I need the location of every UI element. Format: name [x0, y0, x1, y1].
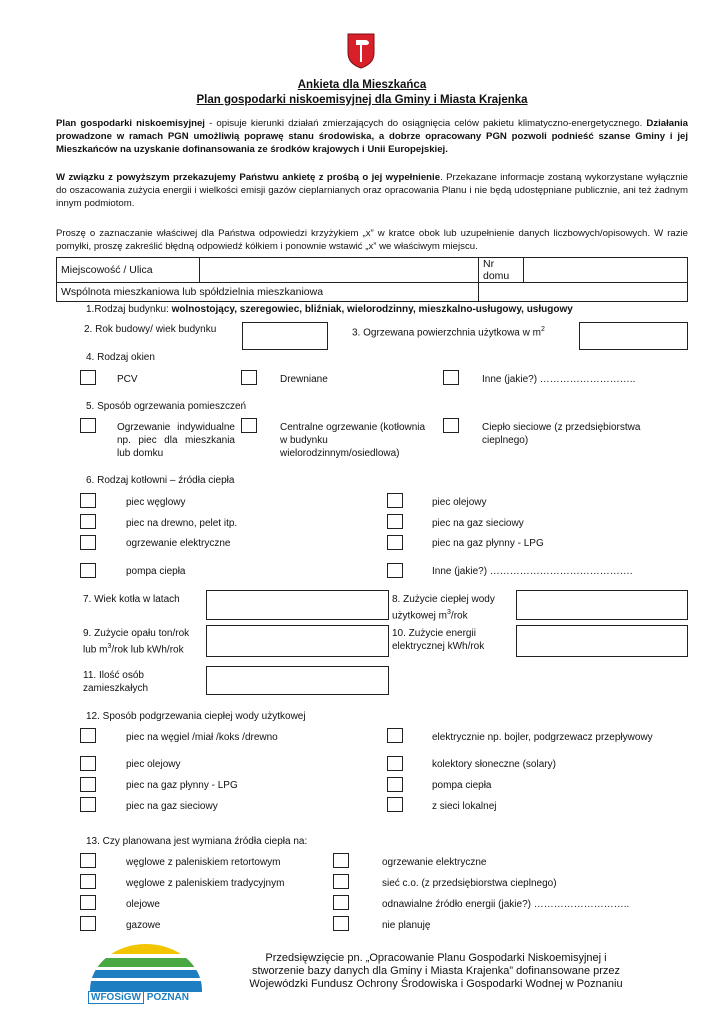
q4-checkbox-other[interactable]: [443, 370, 459, 385]
q5-checkbox-district[interactable]: [443, 418, 459, 433]
q6-label: 6. Rodzaj kotłowni – źródła ciepła: [86, 475, 235, 486]
wfosigw-logo-icon: [88, 942, 204, 1006]
q3-label: 3. Ogrzewana powierzchnia użytkowa w $m^2$: [352, 326, 545, 339]
q6-option-right-3: piec na gaz płynny - LPG: [432, 538, 544, 549]
q12-checkbox-left-3[interactable]: [80, 777, 96, 792]
q1-building-type: 1.Rodzaj budynku: wolnostojący, szeregowiec, bliźniak, wielorodzinny, mieszkalno-usługowy, usługowy: [86, 304, 573, 315]
q12-option-right-2: kolektory słoneczne (solary): [432, 759, 556, 770]
q8-field[interactable]: [516, 590, 688, 620]
q12-checkbox-right-4[interactable]: [387, 797, 403, 812]
q12-option-left-3: piec na gaz płynny - LPG: [126, 780, 238, 791]
q2-label: 2. Rok budowy/ wiek budynku: [84, 324, 217, 335]
q13-option-right-2: sieć c.o. (z przedsiębiorstwa cieplnego): [382, 878, 557, 889]
q12-checkbox-right-2[interactable]: [387, 756, 403, 771]
q12-option-right-1: elektrycznie np. bojler, podgrzewacz przepływowy: [432, 732, 653, 743]
q2-field[interactable]: [242, 322, 328, 350]
q13-checkbox-right-1[interactable]: [333, 853, 349, 868]
q12-option-left-2: piec olejowy: [126, 759, 181, 770]
q6-option-left-3: ogrzewanie elektryczne: [126, 538, 231, 549]
community-label: Wspólnota mieszkaniowa lub spółdzielnia mieszkaniowa: [57, 283, 479, 302]
q12-label: 12. Sposób podgrzewania ciepłej wody użytkowej: [86, 711, 306, 722]
intro-paragraph-2: W związku z powyższym przekazujemy Państwu ankietę z prośbą o jej wypełnienie. Przekazane informacje zostaną wykorzystane wyłącznie do oszacowania zużycia energii i wielkości emisji gazów cieplarnianych oraz opracowania Planu i nie będą udostępniane publicznie, ani też żadnym innym podmiotom.: [56, 172, 688, 209]
q12-checkbox-right-1[interactable]: [387, 728, 403, 743]
q6-option-right-2: piec na gaz sieciowy: [432, 518, 524, 529]
q12-option-right-4: z sieci lokalnej: [432, 801, 497, 812]
q4-checkbox-pcv[interactable]: [80, 370, 96, 385]
q7-label: 7. Wiek kotła w latach: [83, 594, 180, 605]
intro-paragraph-1: Plan gospodarki niskoemisyjnej - opisuje kierunki działań zmierzających do osiągnięcia celów pakietu klimatyczno-energetycznego. Działania prowadzone w ramach PGN umożliwią poprawę stanu środowiska, a dobrze opracowany PGN pozwoli podnieść szanse Gminy i jej Mieszkańców na uzyskanie dofinansowania ze środków krajowych i Unii Europejskiej.: [56, 118, 688, 155]
q13-checkbox-right-2[interactable]: [333, 874, 349, 889]
q12-checkbox-right-3[interactable]: [387, 777, 403, 792]
q6-checkbox-left-1[interactable]: [80, 493, 96, 508]
q3-field[interactable]: [579, 322, 688, 350]
q6-checkbox-right-3[interactable]: [387, 535, 403, 550]
page-subtitle: Plan gospodarki niskoemisyjnej dla Gminy i Miasta Krajenka: [196, 94, 528, 106]
q13-checkbox-right-3[interactable]: [333, 895, 349, 910]
logo-text-poznan: POZNAŃ: [146, 992, 190, 1003]
q6-checkbox-left-3[interactable]: [80, 535, 96, 550]
coat-of-arms-icon: [347, 33, 375, 69]
house-number-field[interactable]: [524, 258, 688, 283]
intro-paragraph-3: Proszę o zaznaczanie właściwej dla Państwa odpowiedzi krzyżykiem „x” w kratce obok lub uzupełnienie danych liczbowych/opisowych. W razie pomyłki, proszę zakreślić błędną odpowiedź kółkiem i ponownie wstawić „x” we właściwym miejscu.: [56, 228, 688, 252]
q13-checkbox-left-3[interactable]: [80, 895, 96, 910]
community-field[interactable]: [479, 283, 688, 302]
q9-field[interactable]: [206, 625, 389, 657]
q6-checkbox-right-2[interactable]: [387, 514, 403, 529]
q4-option-other: Inne (jakie?) ………………………..: [482, 374, 636, 385]
q11-label: 11. Ilość osób zamieszkałych: [83, 670, 149, 694]
location-label: Miejscowość / Ulica: [57, 258, 200, 283]
q13-option-left-2: węglowe z paleniskiem tradycyjnym: [126, 878, 285, 889]
q12-option-right-3: pompa ciepła: [432, 780, 492, 791]
q12-option-left-4: piec na gaz sieciowy: [126, 801, 218, 812]
q6-option-left-1: piec węglowy: [126, 497, 186, 508]
q10-label: 10. Zużycie energii elektrycznej kWh/rok: [392, 628, 485, 652]
q13-option-left-3: olejowe: [126, 899, 160, 910]
q4-checkbox-wood[interactable]: [241, 370, 257, 385]
q6-checkbox-left-2[interactable]: [80, 514, 96, 529]
q11-field[interactable]: [206, 666, 389, 695]
q8-label: 8. Zużycie ciepłej wody użytkowej $m^3$/rok: [392, 594, 495, 622]
q6-checkbox-right-4[interactable]: [387, 563, 403, 578]
q5-checkbox-individual[interactable]: [80, 418, 96, 433]
q4-option-pcv: PCV: [117, 374, 138, 385]
q12-checkbox-left-2[interactable]: [80, 756, 96, 771]
q13-checkbox-right-4[interactable]: [333, 916, 349, 931]
q13-checkbox-left-1[interactable]: [80, 853, 96, 868]
q4-option-wood: Drewniane: [280, 374, 328, 385]
q6-option-right-1: piec olejowy: [432, 497, 487, 508]
q5-option-district: Ciepło sieciowe (z przedsiębiorstwa cieplnego): [482, 422, 641, 446]
q5-checkbox-central[interactable]: [241, 418, 257, 433]
q6-checkbox-left-4[interactable]: [80, 563, 96, 578]
q13-label: 13. Czy planowana jest wymiana źródła ciepła na:: [86, 836, 308, 847]
q6-option-left-2: piec na drewno, pelet itp.: [126, 518, 238, 529]
q13-option-left-1: węglowe z paleniskiem retortowym: [126, 857, 281, 868]
logo-text-wfosigw: WFOŚiGW: [88, 991, 144, 1004]
q6-option-left-4: pompa ciepła: [126, 566, 186, 577]
q12-checkbox-left-4[interactable]: [80, 797, 96, 812]
location-field[interactable]: [200, 258, 479, 283]
q13-option-right-4: nie planuję: [382, 920, 431, 931]
page-title: Ankieta dla Mieszkańca: [297, 79, 427, 91]
q12-checkbox-left-1[interactable]: [80, 728, 96, 743]
q12-option-left-1: piec na węgiel /miał /koks /drewno: [126, 732, 278, 743]
q13-checkbox-left-2[interactable]: [80, 874, 96, 889]
q7-field[interactable]: [206, 590, 389, 620]
q5-option-central: Centralne ogrzewanie (kotłownia w budynku wielorodzinnym/osiedlowa): [280, 422, 426, 459]
q13-option-right-3: odnawialne źródło energii (jakie?) ………………………..: [382, 899, 630, 910]
footer-funding-note: Przedsięwzięcie pn. „Opracowanie Planu Gospodarki Niskoemisyjnej i stworzenie bazy danych dla Gminy i Miasta Krajenka” dofinansowane przez Wojewódzki Fundusz Ochrony Środowiska i Gospodarki Wodnej w Poznaniu: [249, 952, 623, 990]
house-number-label: Nr domu: [479, 258, 524, 283]
q6-option-right-4: Inne (jakie?) …………………………………….: [432, 566, 633, 577]
q10-field[interactable]: [516, 625, 688, 657]
q9-label: 9. Zużycie opału ton/rok lub $m^3$/rok lub kWh/rok: [83, 628, 190, 656]
q5-option-individual: Ogrzewanie indywidualne np. piec dla mieszkania lub domku: [117, 422, 235, 459]
q5-label: 5. Sposób ogrzewania pomieszczeń: [86, 401, 247, 412]
q13-checkbox-left-4[interactable]: [80, 916, 96, 931]
q6-checkbox-right-1[interactable]: [387, 493, 403, 508]
q4-label: 4. Rodzaj okien: [86, 352, 155, 363]
q13-option-right-1: ogrzewanie elektryczne: [382, 857, 487, 868]
address-table: [56, 257, 688, 302]
q13-option-left-4: gazowe: [126, 920, 161, 931]
